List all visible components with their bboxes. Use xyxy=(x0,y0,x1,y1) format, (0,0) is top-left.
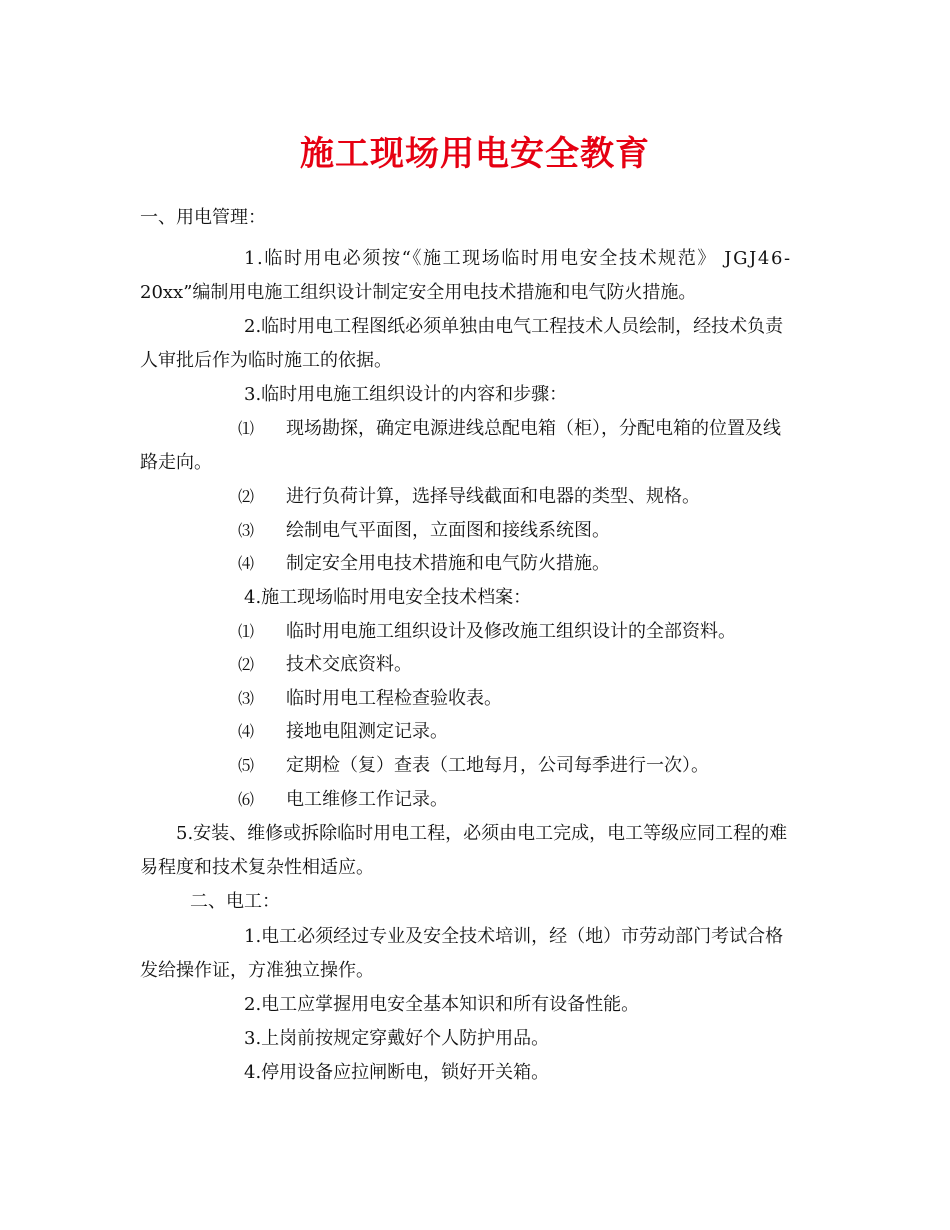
s2-item4: 4.停用设备应拉闸断电，锁好开关箱。 xyxy=(244,1062,550,1083)
s1-item2-line2: 人审批后作为临时施工的依据。 xyxy=(140,350,392,371)
s2-item1-line2: 发给操作证，方准独立操作。 xyxy=(140,960,374,981)
archive-number: ⑵ xyxy=(238,655,255,674)
archive-text: 定期检（复）查表（工地每月，公司每季进行一次）。 xyxy=(286,755,709,776)
s2-item3: 3.上岗前按规定穿戴好个人防护用品。 xyxy=(244,1028,550,1049)
page-title: 施工现场用电安全教育 xyxy=(300,134,650,174)
step-text: 绘制电气平面图，立面图和接线系统图。 xyxy=(286,520,610,541)
section1-heading: 一、用电管理： xyxy=(140,207,266,228)
s2-item1-line1: 1.电工必须经过专业及安全技术培训，经（地）市劳动部门考试合格 xyxy=(244,926,784,947)
s1-item3: 3.临时用电施工组织设计的内容和步骤： xyxy=(244,384,568,405)
archive-text: 临时用电工程检查验收表。 xyxy=(286,688,502,709)
step-text-cont: 路走向。 xyxy=(140,452,212,473)
s1-item4: 4.施工现场临时用电安全技术档案： xyxy=(244,587,532,608)
step-number: ⑵ xyxy=(238,487,255,506)
s1-item5-line1: 5.安装、维修或拆除临时用电工程，必须由电工完成，电工等级应同工程的难 xyxy=(176,823,788,844)
step-number: ⑶ xyxy=(238,521,255,540)
archive-number: ⑷ xyxy=(238,722,255,741)
step-text: 制定安全用电技术措施和电气防火措施。 xyxy=(286,553,610,574)
section2-heading: 二、电工： xyxy=(190,891,280,912)
s1-item5-line2: 易程度和技术复杂性相适应。 xyxy=(140,857,374,878)
archive-text: 接地电阻测定记录。 xyxy=(286,721,448,742)
s1-item2-line1: 2.临时用电工程图纸必须单独由电气工程技术人员绘制，经技术负责 xyxy=(244,316,784,337)
step-number: ⑴ xyxy=(238,419,255,438)
archive-number: ⑹ xyxy=(238,790,255,809)
archive-number: ⑶ xyxy=(238,689,255,708)
s2-item2: 2.电工应掌握用电安全基本知识和所有设备性能。 xyxy=(244,994,640,1015)
step-text: 现场勘探，确定电源进线总配电箱（柜），分配电箱的位置及线 xyxy=(286,418,781,439)
archive-text: 技术交底资料。 xyxy=(286,654,412,675)
archive-text: 临时用电施工组织设计及修改施工组织设计的全部资料。 xyxy=(286,621,736,642)
s1-item1-line1: 1.临时用电必须按“《施工现场临时用电安全技术规范》 JGJ46- xyxy=(244,248,792,269)
step-text: 进行负荷计算，选择导线截面和电器的类型、规格。 xyxy=(286,486,700,507)
archive-number: ⑸ xyxy=(238,756,255,775)
s1-item1-line2: 20xx”编制用电施工组织设计制定安全用电技术措施和电气防火措施。 xyxy=(140,282,697,303)
archive-number: ⑴ xyxy=(238,622,255,641)
archive-text: 电工维修工作记录。 xyxy=(286,789,448,810)
step-number: ⑷ xyxy=(238,554,255,573)
